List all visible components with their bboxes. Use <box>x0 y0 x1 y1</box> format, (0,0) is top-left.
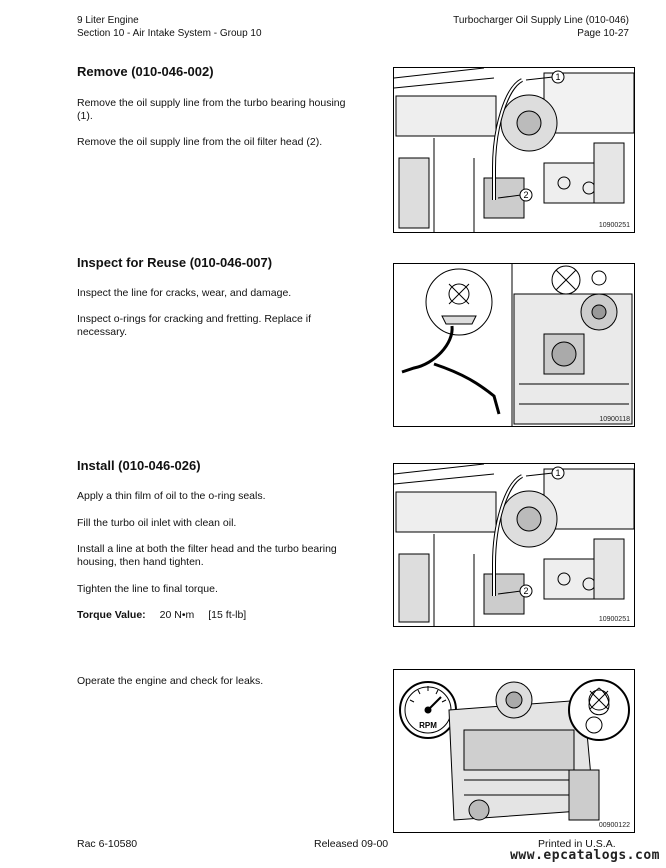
torque-value <box>77 609 246 621</box>
page-header-left <box>77 14 262 40</box>
inspect-heading: Inspect for Reuse (010-046-007) <box>77 255 273 270</box>
page-header-right <box>453 14 629 40</box>
inspect-step-1: Inspect the line for cracks, wear, and damage. <box>77 287 292 299</box>
torque-label: Torque Value: <box>77 609 146 621</box>
callout-2-label: 2 <box>523 586 529 596</box>
install-step-1: Apply a thin film of oil to the o-ring seals. <box>77 490 266 502</box>
watermark: www.epcatalogs.com <box>510 848 660 863</box>
engine-run-illustration <box>394 670 634 832</box>
figure-number: 00900122 <box>598 822 630 829</box>
remove-figure <box>393 67 635 233</box>
print-location: Printed in U.S.A. <box>538 838 616 850</box>
install-step-2: Fill the turbo oil inlet with clean oil. <box>77 517 237 529</box>
inspect-step-2: Inspect o-rings for cracking and fretting. Replace if necessary. <box>77 313 312 338</box>
operate-figure <box>393 669 635 833</box>
callout-2-label: 2 <box>523 190 529 200</box>
rpm-label: RPM <box>419 721 437 730</box>
operate-step: Operate the engine and check for leaks. <box>77 675 264 687</box>
callout-1-label: 1 <box>555 72 561 82</box>
install-step-3: Install a line at both the filter head and the turbo bearing housing, then hand tighten. <box>77 543 337 568</box>
remove-step-2: Remove the oil supply line from the oil filter head (2). <box>77 136 323 148</box>
install-figure <box>393 463 635 627</box>
figure-number: 10900251 <box>598 222 630 229</box>
inspect-illustration <box>394 264 634 426</box>
release-date: Released 09-00 <box>314 838 389 850</box>
engine-turbo-illustration <box>394 68 634 232</box>
page-number: Page 10-27 <box>577 28 629 39</box>
callout-1-label: 1 <box>555 468 561 478</box>
engine-turbo-illustration <box>394 464 634 626</box>
figure-number: 10900118 <box>599 416 630 423</box>
inspect-figure <box>393 263 635 427</box>
topic-title: Turbocharger Oil Supply Line (010-046) <box>453 15 629 26</box>
torque-metric: 20 N•m <box>159 609 195 621</box>
remove-step-1: Remove the oil supply line from the turbo bearing housing (1). <box>77 97 346 122</box>
section-title: Section 10 - Air Intake System - Group 10 <box>77 28 262 39</box>
install-step-4: Tighten the line to final torque. <box>77 583 218 595</box>
figure-number: 10900251 <box>598 616 630 623</box>
torque-imperial: [15 ft-lb] <box>208 609 247 621</box>
remove-heading: Remove (010-046-002) <box>77 64 214 79</box>
manual-title: 9 Liter Engine <box>77 15 139 26</box>
doc-number: Rac 6-10580 <box>77 838 138 850</box>
install-heading: Install (010-046-026) <box>77 458 201 473</box>
